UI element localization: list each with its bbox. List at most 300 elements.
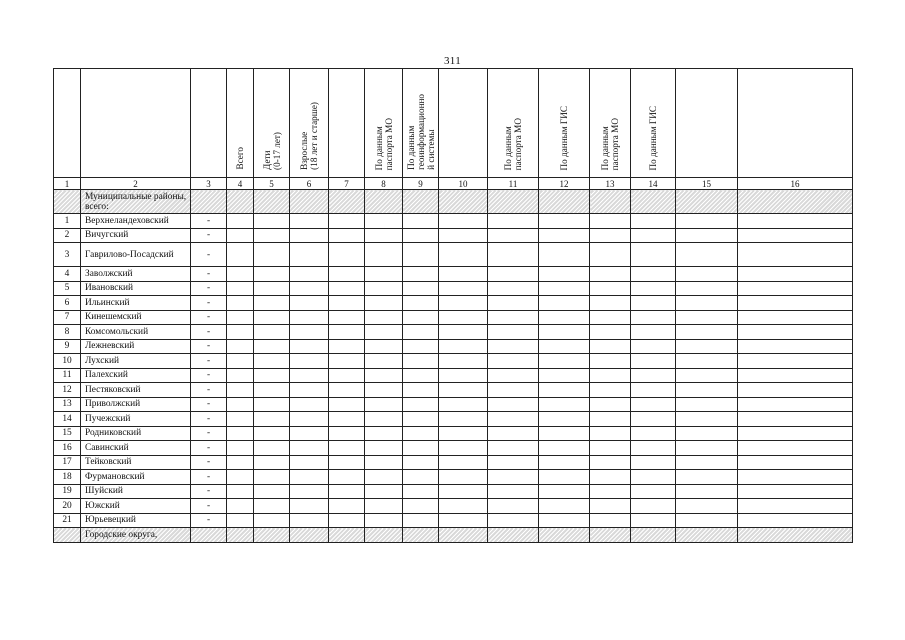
empty-cell: [254, 441, 290, 456]
empty-cell: [488, 310, 539, 325]
empty-cell: [738, 441, 853, 456]
empty-cell: [631, 513, 676, 528]
empty-cell: [254, 354, 290, 369]
empty-cell: [590, 368, 631, 383]
empty-cell: [488, 325, 539, 340]
value-col-3: -: [191, 470, 227, 485]
header-label: По данным ГИС: [648, 105, 658, 170]
empty-cell: [403, 470, 439, 485]
row-number: 6: [54, 296, 81, 311]
empty-cell: [290, 499, 329, 514]
empty-cell: [365, 296, 403, 311]
group-cell: [191, 190, 227, 214]
empty-cell: [676, 470, 738, 485]
empty-cell: [365, 281, 403, 296]
empty-cell: [488, 499, 539, 514]
empty-cell: [329, 484, 365, 499]
empty-cell: [365, 339, 403, 354]
empty-cell: [403, 455, 439, 470]
empty-cell: [329, 470, 365, 485]
group-cell: [329, 190, 365, 214]
empty-cell: [590, 470, 631, 485]
value-col-3: -: [191, 354, 227, 369]
empty-cell: [290, 228, 329, 243]
empty-cell: [590, 214, 631, 229]
empty-cell: [365, 214, 403, 229]
row-number: 20: [54, 499, 81, 514]
column-number-16: 16: [738, 178, 853, 190]
empty-cell: [539, 281, 590, 296]
page-number: 311: [444, 55, 461, 67]
empty-cell: [590, 267, 631, 282]
empty-cell: [439, 383, 488, 398]
empty-cell: [403, 243, 439, 267]
empty-cell: [365, 383, 403, 398]
empty-cell: [488, 412, 539, 427]
empty-cell: [539, 339, 590, 354]
empty-cell: [738, 339, 853, 354]
empty-cell: [403, 484, 439, 499]
header-label: По данным паспорта МО: [503, 117, 523, 170]
column-number-15: 15: [676, 178, 738, 190]
group-cell: [365, 190, 403, 214]
empty-cell: [590, 383, 631, 398]
group-cell: [227, 528, 254, 543]
empty-cell: [329, 513, 365, 528]
empty-cell: [488, 296, 539, 311]
empty-cell: [439, 397, 488, 412]
table-row: [54, 228, 853, 243]
empty-cell: [590, 325, 631, 340]
group-label: Городские округа,: [81, 528, 191, 543]
empty-cell: [676, 383, 738, 398]
district-name: Ивановский: [81, 281, 191, 296]
empty-cell: [439, 441, 488, 456]
row-number: 10: [54, 354, 81, 369]
value-col-3: -: [191, 214, 227, 229]
district-name: Фурмановский: [81, 470, 191, 485]
empty-cell: [329, 368, 365, 383]
empty-cell: [539, 412, 590, 427]
empty-cell: [329, 325, 365, 340]
empty-cell: [290, 470, 329, 485]
empty-cell: [439, 296, 488, 311]
empty-cell: [539, 310, 590, 325]
row-number: 2: [54, 228, 81, 243]
empty-cell: [403, 441, 439, 456]
row-number: 12: [54, 383, 81, 398]
district-name: Южский: [81, 499, 191, 514]
empty-cell: [329, 243, 365, 267]
value-col-3: -: [191, 383, 227, 398]
row-number: 9: [54, 339, 81, 354]
empty-cell: [439, 228, 488, 243]
empty-cell: [439, 339, 488, 354]
empty-cell: [227, 441, 254, 456]
table-row: [54, 267, 853, 282]
empty-cell: [365, 325, 403, 340]
group-cell: [403, 528, 439, 543]
empty-cell: [227, 310, 254, 325]
header-cell-6: [290, 69, 329, 178]
district-name: Ильинский: [81, 296, 191, 311]
empty-cell: [631, 325, 676, 340]
table-row: [54, 513, 853, 528]
group-cell: [488, 190, 539, 214]
empty-cell: [329, 383, 365, 398]
empty-cell: [365, 397, 403, 412]
empty-cell: [676, 214, 738, 229]
empty-cell: [488, 339, 539, 354]
empty-cell: [676, 310, 738, 325]
empty-cell: [738, 354, 853, 369]
row-number: 11: [54, 368, 81, 383]
empty-cell: [290, 296, 329, 311]
empty-cell: [439, 281, 488, 296]
empty-cell: [676, 426, 738, 441]
empty-cell: [631, 455, 676, 470]
district-name: Верхнеландеховский: [81, 214, 191, 229]
empty-cell: [590, 455, 631, 470]
empty-cell: [439, 368, 488, 383]
empty-cell: [329, 354, 365, 369]
empty-cell: [439, 267, 488, 282]
empty-cell: [254, 484, 290, 499]
group-cell: [227, 190, 254, 214]
empty-cell: [403, 325, 439, 340]
empty-cell: [539, 513, 590, 528]
empty-cell: [403, 354, 439, 369]
empty-cell: [227, 243, 254, 267]
group-label: Муниципальные районы, всего:: [81, 190, 191, 214]
value-col-3: -: [191, 368, 227, 383]
district-name: Приволжский: [81, 397, 191, 412]
empty-cell: [676, 267, 738, 282]
empty-cell: [631, 214, 676, 229]
empty-cell: [539, 470, 590, 485]
empty-cell: [227, 383, 254, 398]
empty-cell: [539, 484, 590, 499]
table-row: [54, 214, 853, 229]
header-cell-13: [590, 69, 631, 178]
district-name: Пучежский: [81, 412, 191, 427]
table-row: [54, 325, 853, 340]
empty-cell: [631, 296, 676, 311]
empty-cell: [329, 310, 365, 325]
header-cell-7: [329, 69, 365, 178]
district-name: Лухский: [81, 354, 191, 369]
empty-cell: [365, 310, 403, 325]
district-name: Заволжский: [81, 267, 191, 282]
empty-cell: [290, 412, 329, 427]
empty-cell: [403, 310, 439, 325]
empty-cell: [439, 310, 488, 325]
empty-cell: [539, 354, 590, 369]
group-cell: [54, 190, 81, 214]
empty-cell: [738, 499, 853, 514]
empty-cell: [227, 296, 254, 311]
empty-cell: [329, 296, 365, 311]
header-cell-16: [738, 69, 853, 178]
empty-cell: [539, 243, 590, 267]
row-number: 16: [54, 441, 81, 456]
header-label: Взрослые (18 лет и старше): [299, 102, 319, 170]
empty-cell: [365, 455, 403, 470]
value-col-3: -: [191, 412, 227, 427]
table-row: [54, 339, 853, 354]
column-number-row: [54, 178, 853, 190]
empty-cell: [539, 267, 590, 282]
empty-cell: [254, 325, 290, 340]
value-col-3: -: [191, 441, 227, 456]
statistics-table: [53, 68, 853, 543]
empty-cell: [329, 267, 365, 282]
value-col-3: -: [191, 310, 227, 325]
empty-cell: [365, 441, 403, 456]
empty-cell: [631, 368, 676, 383]
empty-cell: [290, 243, 329, 267]
empty-cell: [488, 228, 539, 243]
group-cell: [191, 528, 227, 543]
empty-cell: [439, 499, 488, 514]
table-row: [54, 499, 853, 514]
empty-cell: [365, 426, 403, 441]
empty-cell: [254, 455, 290, 470]
empty-cell: [403, 339, 439, 354]
group-cell: [676, 528, 738, 543]
empty-cell: [539, 368, 590, 383]
value-col-3: -: [191, 243, 227, 267]
group-cell: [439, 190, 488, 214]
empty-cell: [365, 354, 403, 369]
column-number-8: 8: [365, 178, 403, 190]
row-number: 17: [54, 455, 81, 470]
empty-cell: [631, 383, 676, 398]
empty-cell: [676, 296, 738, 311]
empty-cell: [738, 455, 853, 470]
empty-cell: [365, 484, 403, 499]
empty-cell: [488, 267, 539, 282]
header-label: По данным паспорта МО: [600, 117, 620, 170]
table-row: [54, 455, 853, 470]
empty-cell: [365, 513, 403, 528]
empty-cell: [439, 484, 488, 499]
empty-cell: [254, 267, 290, 282]
district-name: Лежневский: [81, 339, 191, 354]
row-number: 21: [54, 513, 81, 528]
empty-cell: [290, 426, 329, 441]
empty-cell: [329, 281, 365, 296]
column-number-4: 4: [227, 178, 254, 190]
header-cell-2: [81, 69, 191, 178]
district-name: Шуйский: [81, 484, 191, 499]
empty-cell: [676, 412, 738, 427]
empty-cell: [676, 243, 738, 267]
empty-cell: [365, 368, 403, 383]
table-row: [54, 397, 853, 412]
empty-cell: [254, 513, 290, 528]
empty-cell: [329, 455, 365, 470]
column-number-6: 6: [290, 178, 329, 190]
empty-cell: [254, 383, 290, 398]
empty-cell: [290, 354, 329, 369]
value-col-3: -: [191, 426, 227, 441]
header-cell-11: [488, 69, 539, 178]
empty-cell: [738, 267, 853, 282]
empty-cell: [254, 228, 290, 243]
empty-cell: [590, 339, 631, 354]
empty-cell: [227, 484, 254, 499]
empty-cell: [539, 455, 590, 470]
group-cell: [590, 528, 631, 543]
district-name: Тейковский: [81, 455, 191, 470]
group-cell: [290, 190, 329, 214]
value-col-3: -: [191, 339, 227, 354]
district-name: Кинешемский: [81, 310, 191, 325]
empty-cell: [676, 455, 738, 470]
empty-cell: [254, 368, 290, 383]
column-number-12: 12: [539, 178, 590, 190]
empty-cell: [329, 412, 365, 427]
row-number: 13: [54, 397, 81, 412]
table-row: [54, 441, 853, 456]
empty-cell: [227, 397, 254, 412]
empty-cell: [227, 426, 254, 441]
empty-cell: [590, 499, 631, 514]
empty-cell: [439, 426, 488, 441]
empty-cell: [290, 455, 329, 470]
empty-cell: [539, 228, 590, 243]
district-name: Гаврилово-Посадский: [81, 243, 191, 267]
table-row: [54, 383, 853, 398]
value-col-3: -: [191, 325, 227, 340]
column-number-3: 3: [191, 178, 227, 190]
header-cell-4: [227, 69, 254, 178]
empty-cell: [631, 499, 676, 514]
column-number-2: 2: [81, 178, 191, 190]
empty-cell: [590, 310, 631, 325]
table-row: [54, 412, 853, 427]
empty-cell: [227, 354, 254, 369]
empty-cell: [290, 339, 329, 354]
empty-cell: [488, 243, 539, 267]
table-row: [54, 426, 853, 441]
empty-cell: [290, 383, 329, 398]
empty-cell: [488, 426, 539, 441]
value-col-3: -: [191, 296, 227, 311]
empty-cell: [590, 441, 631, 456]
empty-cell: [631, 228, 676, 243]
empty-cell: [365, 243, 403, 267]
empty-cell: [676, 281, 738, 296]
empty-cell: [676, 513, 738, 528]
empty-cell: [590, 426, 631, 441]
header-cell-10: [439, 69, 488, 178]
empty-cell: [676, 339, 738, 354]
empty-cell: [631, 412, 676, 427]
empty-cell: [365, 499, 403, 514]
empty-cell: [439, 243, 488, 267]
group-row-municipal: [54, 190, 853, 214]
header-cell-14: [631, 69, 676, 178]
value-col-3: -: [191, 484, 227, 499]
empty-cell: [631, 470, 676, 485]
empty-cell: [676, 499, 738, 514]
header-label: Дети (0-17 лет): [261, 132, 282, 170]
empty-cell: [676, 441, 738, 456]
empty-cell: [227, 455, 254, 470]
empty-cell: [539, 383, 590, 398]
empty-cell: [439, 214, 488, 229]
row-number: 18: [54, 470, 81, 485]
empty-cell: [403, 397, 439, 412]
empty-cell: [631, 354, 676, 369]
empty-cell: [227, 281, 254, 296]
empty-cell: [403, 281, 439, 296]
empty-cell: [329, 339, 365, 354]
header-cell-12: [539, 69, 590, 178]
district-name: Палехский: [81, 368, 191, 383]
empty-cell: [590, 397, 631, 412]
row-number: 4: [54, 267, 81, 282]
empty-cell: [631, 267, 676, 282]
empty-cell: [539, 214, 590, 229]
empty-cell: [676, 354, 738, 369]
empty-cell: [738, 383, 853, 398]
empty-cell: [403, 296, 439, 311]
table-row: [54, 484, 853, 499]
empty-cell: [227, 214, 254, 229]
empty-cell: [254, 281, 290, 296]
empty-cell: [488, 470, 539, 485]
row-number: 1: [54, 214, 81, 229]
empty-cell: [403, 412, 439, 427]
column-number-7: 7: [329, 178, 365, 190]
empty-cell: [738, 397, 853, 412]
group-cell: [488, 528, 539, 543]
table-row: [54, 368, 853, 383]
empty-cell: [738, 296, 853, 311]
empty-cell: [676, 228, 738, 243]
row-number: 3: [54, 243, 81, 267]
table-row: [54, 281, 853, 296]
empty-cell: [227, 499, 254, 514]
column-number-5: 5: [254, 178, 290, 190]
empty-cell: [676, 325, 738, 340]
empty-cell: [590, 228, 631, 243]
empty-cell: [254, 214, 290, 229]
empty-cell: [329, 397, 365, 412]
empty-cell: [488, 397, 539, 412]
empty-cell: [590, 281, 631, 296]
header-label: По данным ГИС: [559, 105, 569, 170]
empty-cell: [539, 441, 590, 456]
value-col-3: -: [191, 499, 227, 514]
empty-cell: [290, 441, 329, 456]
empty-cell: [590, 484, 631, 499]
group-cell: [738, 190, 853, 214]
empty-cell: [631, 426, 676, 441]
empty-cell: [439, 513, 488, 528]
empty-cell: [738, 368, 853, 383]
empty-cell: [488, 354, 539, 369]
empty-cell: [254, 243, 290, 267]
column-number-11: 11: [488, 178, 539, 190]
empty-cell: [365, 267, 403, 282]
row-number: 5: [54, 281, 81, 296]
empty-cell: [254, 296, 290, 311]
empty-cell: [488, 281, 539, 296]
